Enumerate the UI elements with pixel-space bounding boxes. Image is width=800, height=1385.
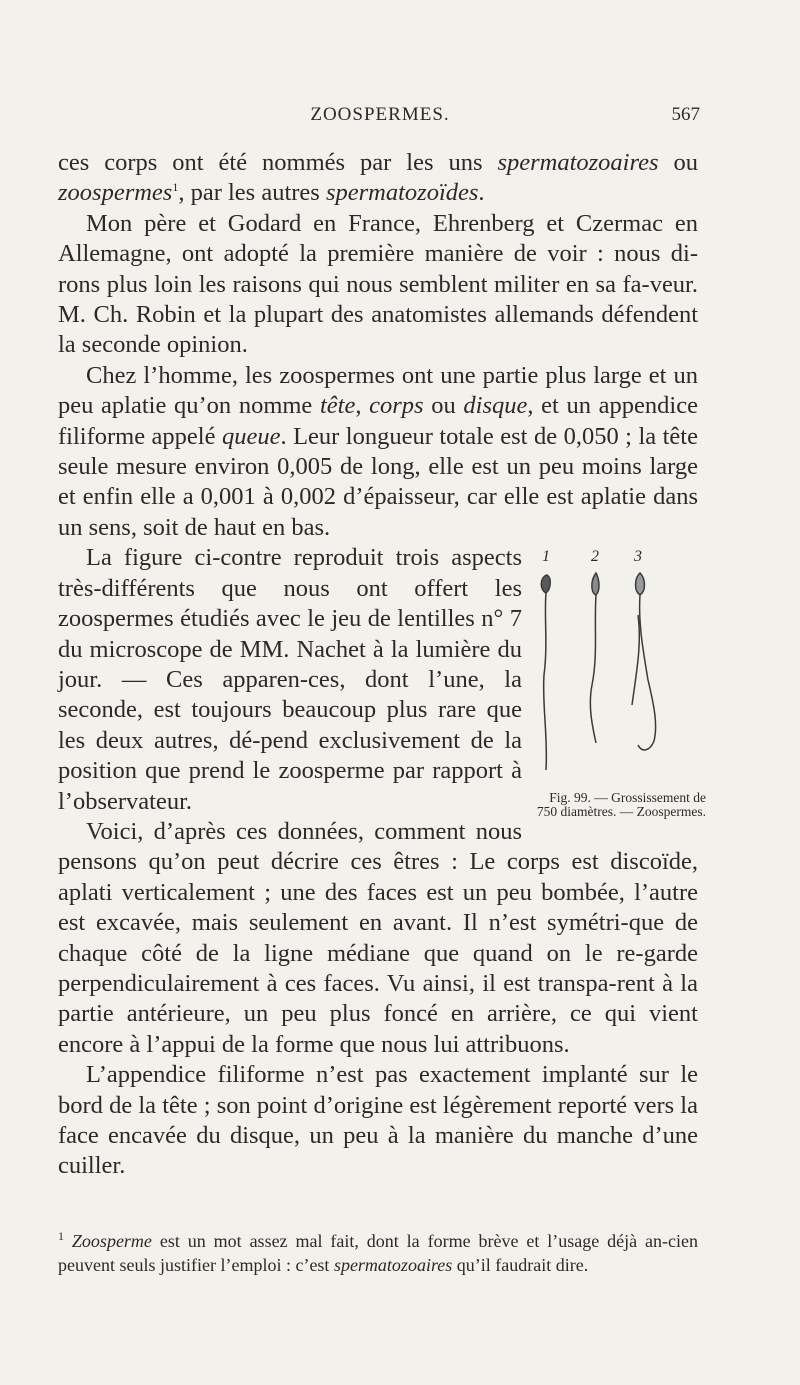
zoosperm-2 <box>590 573 599 743</box>
zoosperm-3 <box>632 573 656 750</box>
figure <box>530 545 706 819</box>
paragraph: Voici, d’après ces données, comment nous pensons qu’on peut décrire ces êtres : Le corps est discoïde, aplati verticalement ; une des faces est un peu bombée, l’autre est excavée, mais seulement en avant. Il n’est symétri-que de chaque côté de la ligne médiane que quand on le re-garde perpendiculairement à ces faces. Vu ainsi, il est transpa-rent à la partie antérieure, un peu plus foncé en arrière, ce qui vient encore à l’appui de la forme que nous lui attribuons. <box>58 817 698 1058</box>
term: spermatozoïdes <box>325 179 479 207</box>
term: disque <box>463 392 528 420</box>
term: tête <box>319 392 356 420</box>
footnote-marker: 1 <box>58 1229 64 1243</box>
figure-label-1: 1 <box>542 548 550 566</box>
running-title: ZOOSPERMES. <box>310 104 450 125</box>
footnote-ref: 1 <box>172 180 179 195</box>
page-number: 567 <box>671 104 700 125</box>
figure-label-2: 2 <box>591 548 599 566</box>
paragraph: L’appendice filiforme n’est pas exactement implanté sur le bord de la tête ; son point d’origine est légèrement reporté vers la face encavée du disque, un peu à la manière du manche d’une cuiller. <box>58 1061 698 1180</box>
footnote: $^1$ Zoosperme est un mot assez mal fait, dont la forme brève et l’usage déjà an-cien peuvent seuls justifier l’emploi : c’est spermatozoaires qu’il faudrait dire. <box>58 1229 699 1275</box>
body-text <box>58 148 706 1182</box>
paragraph: Mon père et Godard en France, Ehrenberg et Czermac en Allemagne, ont adopté la première manière de voir : nous di-rons plus loin les raisons qui nous semblent militer en sa fa-veur. M. Ch. Robin et la plupart des anatomistes allemands défendent la seconde opinion. <box>58 209 698 359</box>
page-header <box>60 104 700 134</box>
paragraph: ces corps ont été nommés par les uns spermatozoaires ou zoospermes$^1$, par les autres spermatozoïdes. <box>58 149 698 207</box>
term: queue <box>221 422 281 450</box>
term: zoospermes <box>58 179 173 207</box>
term: corps <box>369 392 424 420</box>
paragraph: 1 2 3 Fig. 99. — Grossissement de 750 diamètres. — Zoospermes. La figure ci-contre reproduit trois aspects très-différents que nous ont offert les zoospermes étudiés avec le jeu de lentilles n° 7 du microscope de MM. Nachet à la lumière du jour. — Ces apparen-ces, dont l’une, la seconde, est toujours beaucoup plus rare que les deux autres, dé-pend exclusivement de la position que prend le zoosperme par rapport à l’observateur. <box>58 544 706 820</box>
zoosperm-1 <box>541 575 550 770</box>
term: spermatozoaires <box>497 149 659 176</box>
figure-caption: Fig. 99. — Grossissement de 750 diamètres. — Zoospermes. <box>536 790 706 820</box>
figure-label-3: 3 <box>634 548 642 566</box>
paragraph: Chez l’homme, les zoospermes ont une partie plus large et un peu aplatie qu’on nomme tête, corps ou disque, et un appendice filiforme appelé queue. Leur longueur totale est de 0,050 ; la tête seule mesure environ 0,005 de long, elle est un peu moins large et enfin elle a 0,001 à 0,002 d’épaisseur, car elle est aplatie dans un sens, soit de haut en bas. <box>58 361 698 541</box>
term: Zoosperme <box>71 1231 152 1251</box>
term: spermatozoaires <box>333 1255 453 1275</box>
zoosperm-illustration <box>536 545 700 791</box>
